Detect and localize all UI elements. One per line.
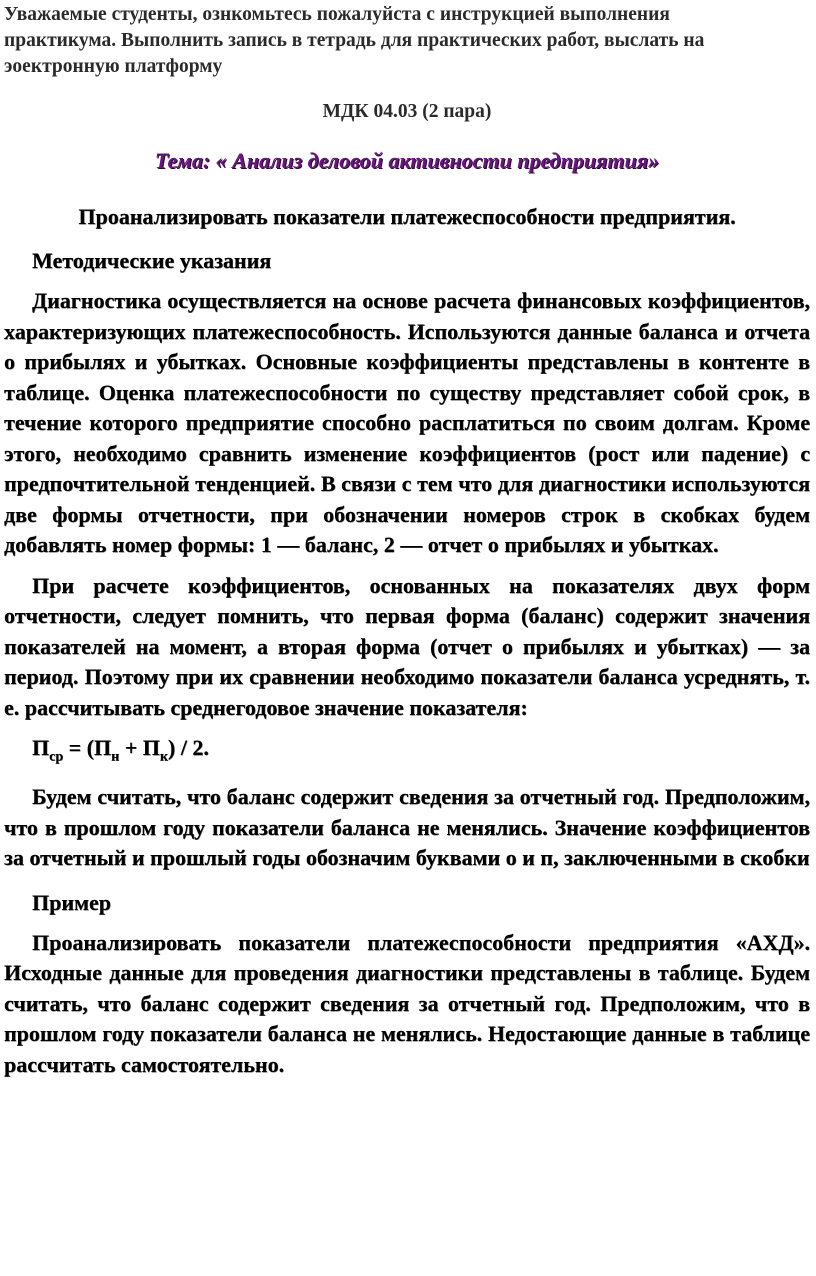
methodology-paragraph-2: При расчете коэффициентов, основанных на показателях двух форм отчетности, следует помнить, что первая форма (баланс) содержит значения показателей на момент, а вторая форма (отчет о прибылях и убытках) — за период. Поэтому при их сравнении необходимо показатели баланса усреднять, т. е. рассчитывать среднегодовое значение показателя:: [4, 572, 810, 720]
methodology-heading: Методические указания: [32, 248, 272, 273]
task-statement: Проанализировать показатели платежеспособности предприятия.: [78, 204, 736, 229]
example-paragraph: Проанализировать показатели платежеспособности предприятия «АХД». Исходные данные для проведения диагностики представлены в таблице. Будем считать, что баланс содержит сведения за отчетный год. Предположим, что в прошлом году показатели баланса не менялись. Недостающие данные в таблице рассчитать самостоятельно.: [4, 929, 810, 1077]
student-instructions: [4, 2, 810, 80]
topic-title: Тема: « Анализ деловой активности предприятия»: [154, 148, 660, 173]
average-formula: [32, 733, 810, 772]
formula-sub-start: н: [111, 749, 120, 765]
formula-lhs-sub: ср: [49, 749, 64, 765]
formula-tail: ) / 2.: [167, 735, 209, 760]
instructions-line-1: Уважаемые студенты, ознкомьтесь пожалуйста с инструкцией выполнения: [4, 4, 670, 25]
assumption-paragraph: Будем считать, что баланс содержит сведения за отчетный год. Предположим, что в прошлом году показатели баланса не менялись. Значение коэффициентов за отчетный и прошлый годы обозначим буквами о и п, заключенными в скобки: [4, 784, 810, 871]
course-label: МДК 04.03 (2 пара): [322, 101, 492, 122]
formula-plus: + П: [119, 735, 160, 760]
formula-eq: = (П: [63, 735, 112, 760]
instructions-line-3: эоектронную платформу: [4, 56, 223, 77]
formula-lhs: П: [32, 735, 50, 760]
example-heading: Пример: [32, 889, 112, 915]
instructions-line-2: практикума. Выполнить запись в тетрадь для практических работ, выслать на: [4, 30, 705, 51]
methodology-paragraph-1: Диагностика осуществляется на основе расчета финансовых коэффициентов, характеризующих платежеспособность. Используются данные баланса и отчета о прибылях и убытках. Основные коэффициенты представлены в контенте в таблице. Оценка платежеспособности по существу представляет собой срок, в течение которого предприятие способно расплатиться по своим долгам. Кроме этого, необходимо сравнить изменение коэффициентов (рост или падение) с предпочтительной тенденцией. В связи с тем что для диагностики используются две формы отчетности, при обозначении номеров строк в скобках будем добавлять номер формы: 1 — баланс, 2 — отчет о прибылях и убытках.: [4, 288, 810, 557]
formula-sub-end: к: [159, 749, 168, 765]
